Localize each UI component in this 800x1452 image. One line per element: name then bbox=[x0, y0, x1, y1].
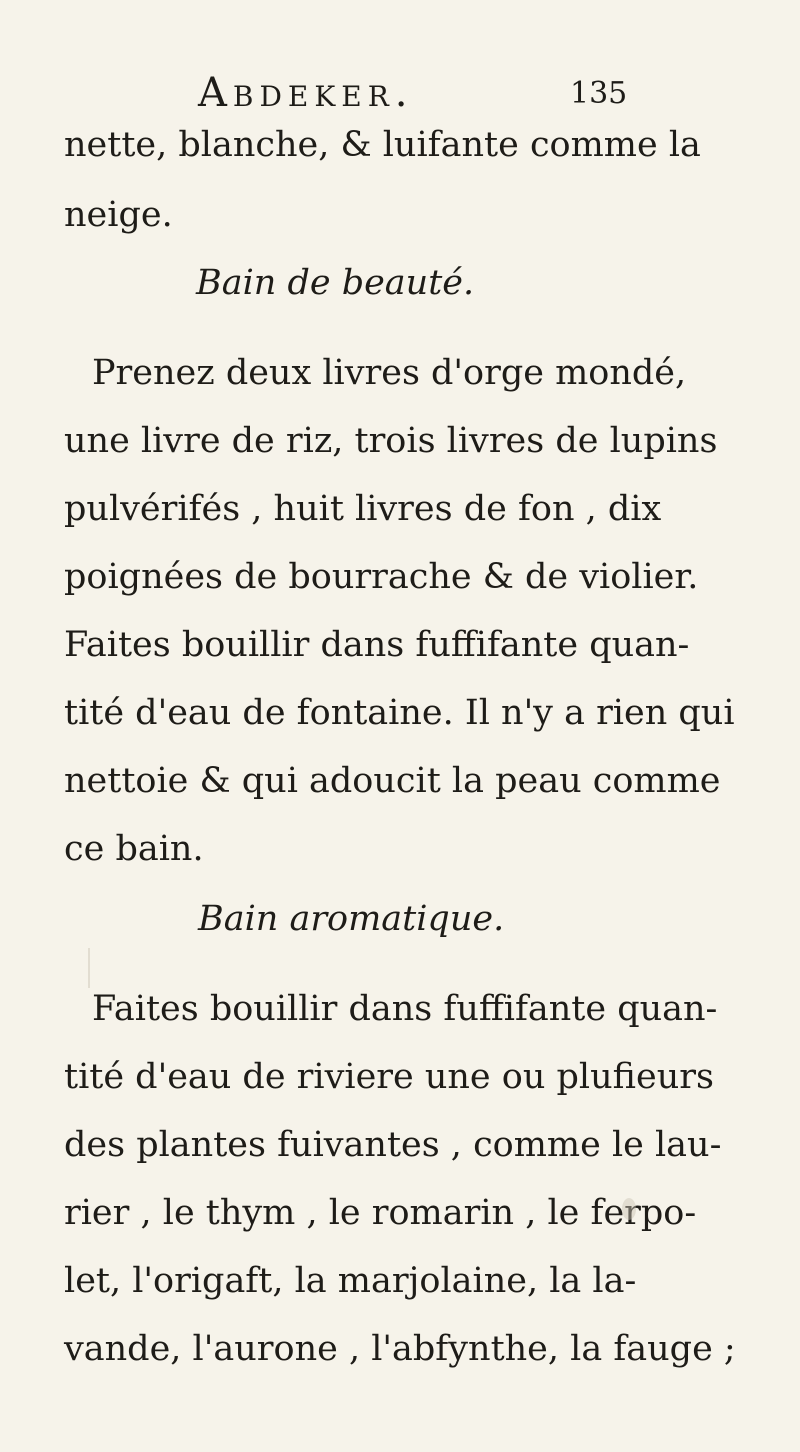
running-title: Abdeker. bbox=[198, 70, 414, 116]
text-line: tité d'eau de fontaine. Il n'y a rien qui bbox=[64, 693, 735, 733]
section-heading-bain-aromatique: Bain aromatique. bbox=[198, 899, 505, 939]
text-line: Faites bouillir dans fuffifante quan- bbox=[64, 625, 690, 665]
text-line: rier , le thym , le romarin , le ferpo- bbox=[64, 1193, 697, 1233]
text-line: vande, l'aurone , l'abfynthe, la fauge ; bbox=[64, 1329, 736, 1369]
ink-mark bbox=[88, 948, 90, 988]
text-line: une livre de riz, trois livres de lupins bbox=[64, 421, 718, 461]
text-line: neige. bbox=[64, 195, 173, 235]
text-line: poignées de bourrache & de violier. bbox=[64, 557, 699, 597]
running-head bbox=[0, 70, 800, 120]
text-line: Faites bouillir dans fuffifante quan- bbox=[92, 989, 718, 1029]
text-line: let, l'origaft, la marjolaine, la la- bbox=[64, 1261, 637, 1301]
text-line: Prenez deux livres d'orge mondé, bbox=[92, 353, 687, 393]
text-line: ce bain. bbox=[64, 829, 204, 869]
section-heading-bain-de-beaute: Bain de beauté. bbox=[196, 263, 475, 303]
text-line: tité d'eau de riviere une ou plufieurs bbox=[64, 1057, 714, 1097]
text-line: pulvérifés , huit livres de fon , dix bbox=[64, 489, 662, 529]
page-number: 135 bbox=[570, 76, 628, 111]
text-line: nettoie & qui adoucit la peau comme bbox=[64, 761, 721, 801]
text-line: des plantes fuivantes , comme le lau- bbox=[64, 1125, 722, 1165]
paper-stain bbox=[622, 1198, 636, 1220]
text-line: nette, blanche, & luifante comme la bbox=[64, 125, 701, 165]
